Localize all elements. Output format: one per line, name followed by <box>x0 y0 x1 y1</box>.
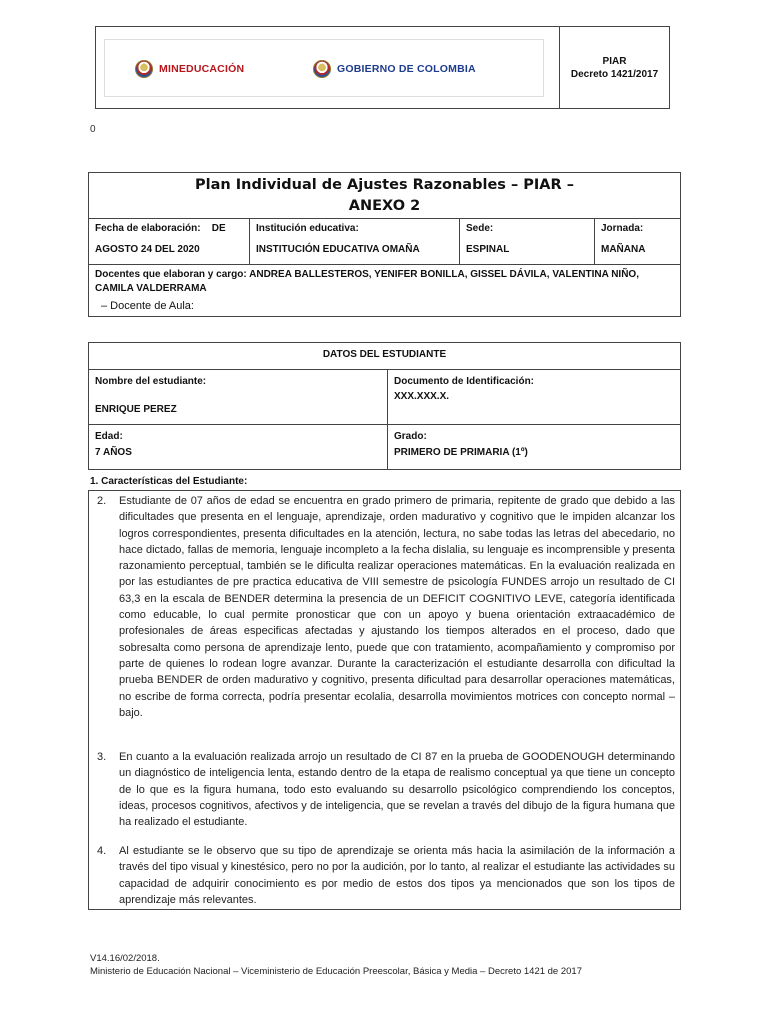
institucion-label: Institución educativa: <box>256 223 359 234</box>
docentes-label: Docentes que elaboran y cargo: <box>95 269 247 280</box>
item-text: Al estudiante se le observo que su tipo de aprendizaje se orienta más hacia la asimilación de la información a través del tipo visual y kinestésico, pero no por la audición, por lo tanto, al realizar el estudiante las actividades su capacidad de adquirir conocimiento es por medio de estos dos tipos ya mencionados que son los tipos de aprendizaje más relevantes. <box>119 845 675 906</box>
student-doc-value: XXX.XXX.X. <box>394 391 450 402</box>
gobierno-logo <box>313 60 476 78</box>
page-footer <box>90 952 582 978</box>
plan-title-line1: Plan Individual de Ajustes Razonables – PIAR – <box>195 177 574 193</box>
docentes-row <box>95 268 670 296</box>
student-doc-label: Documento de Identificación: <box>394 376 535 387</box>
characteristics-title: 1. Características del Estudiante: <box>90 476 248 487</box>
doc-code: PIAR <box>602 55 627 67</box>
document-header <box>95 26 670 109</box>
decree-label: Decreto 1421/2017 <box>570 68 659 80</box>
sede-label: Sede: <box>466 223 494 234</box>
sede-value: ESPINAL <box>466 244 510 255</box>
student-name-label: Nombre del estudiante: <box>95 376 207 387</box>
fecha-label: Fecha de elaboración: DE <box>95 223 226 234</box>
student-grade-value: PRIMERO DE PRIMARIA (1º) <box>394 447 528 458</box>
student-section-title: DATOS DEL ESTUDIANTE <box>322 349 447 360</box>
note-mark: 0 <box>90 124 96 135</box>
docente-cargo: – Docente de Aula: <box>101 300 194 312</box>
plan-title <box>89 173 680 219</box>
plan-info-table <box>88 172 681 317</box>
docentes-value: ANDREA BALLESTEROS, YENIFER BONILLA, GISSEL DÁVILA, VALENTINA NIÑO, CAMILA VALDERRAMA <box>95 269 639 294</box>
item-number: 3. <box>97 751 107 763</box>
fecha-value: AGOSTO 24 DEL 2020 <box>95 244 200 255</box>
characteristics-box <box>88 490 681 910</box>
footer-ministry: Ministerio de Educación Nacional – Viceministerio de Educación Preescolar, Básica y Media – Decreto 1421 de 2017 <box>90 966 582 977</box>
item-number: 4. <box>97 845 107 857</box>
jornada-value: MAÑANA <box>601 244 646 255</box>
footer-version: V14.16/02/2018. <box>90 953 160 964</box>
jornada-label: Jornada: <box>601 223 644 234</box>
item-text: En cuanto a la evaluación realizada arrojo un resultado de CI 87 en la prueba de GOODENOUGH determinando un diagnóstico de inteligencia lenta, estando dentro de la etapa de realismo conceptual ya que tiene un concepto de lo que es la figura humana, todo esto evaluando su desarrollo psicológico comprendiendo los conceptos, ideas, procesos cognitivos, afectivos y de inteligencia, que se revelan a través del dibujo de la figura humana que ha realizado el estudiante. <box>119 751 675 829</box>
mineducacion-logo <box>135 60 244 78</box>
item-text: Estudiante de 07 años de edad se encuentra en grado primero de primaria, repitente de grado que debido a las dificultades que presenta en el lenguaje, aprendizaje, orden madurativo y cognitivo que le impiden alcanzar los logros correspondientes, presenta dificultades en la atención, lectura, no sabe todas las letras del abecedario, no hace dictado, fallas de memoria, lenguaje incompleto a la fecha dislalia, su lenguaje es incomprensible y presenta razonamiento perceptual, también se le dificulta realizar operaciones matemáticas. En la evaluación realizada en por las estudiantes de pre practica educativa de VIII semestre de psicología FUNDES arrojo un resultado de CI 63,3 en la escala de BENDER determina la presencia de un DEFICIT COGNITIVO LEVE, categoría identificada como educable, lo cual permite pronosticar que con un apoyo y buena orientación extraacadémico de profesionales de áreas especificas afectadas y ajustando los tiempos alterados en el proceso, dado que sobresalta como persona de aprendizaje lento, puede que con tratamiento, acompañamiento y compromiso por parte de quienes lo rodean logre avanzar. Durante la caracterización el estudiante desarrolla con dificultad la prueba BENDER de orden madurativo y cognitivo, presenta dificultad para desarrollar operaciones matemáticas, no escribe de forma correcta, podría presentar ecolalia, desarrolla movimientos motrices con concepto normal – bajo. <box>119 495 675 719</box>
gobierno-logo-text: GOBIERNO DE COLOMBIA <box>337 63 476 75</box>
header-doc-info <box>560 27 669 108</box>
student-name-value: ENRIQUE PEREZ <box>95 404 177 415</box>
plan-title-line2: ANEXO 2 <box>348 198 421 214</box>
fecha-de: DE <box>211 223 226 234</box>
mineducacion-logo-text: MINEDUCACIÓN <box>159 63 245 75</box>
student-grade-label: Grado: <box>394 431 427 442</box>
colombia-seal-icon <box>313 60 331 78</box>
item-number: 2. <box>97 495 107 507</box>
logo-area <box>104 39 544 97</box>
institucion-value: INSTITUCIÓN EDUCATIVA OMAÑA <box>256 244 420 255</box>
student-age-label: Edad: <box>95 431 123 442</box>
colombia-seal-icon <box>135 60 153 78</box>
header-logos <box>96 27 560 108</box>
student-age-value: 7 AÑOS <box>95 447 132 458</box>
student-data-table <box>88 342 681 470</box>
